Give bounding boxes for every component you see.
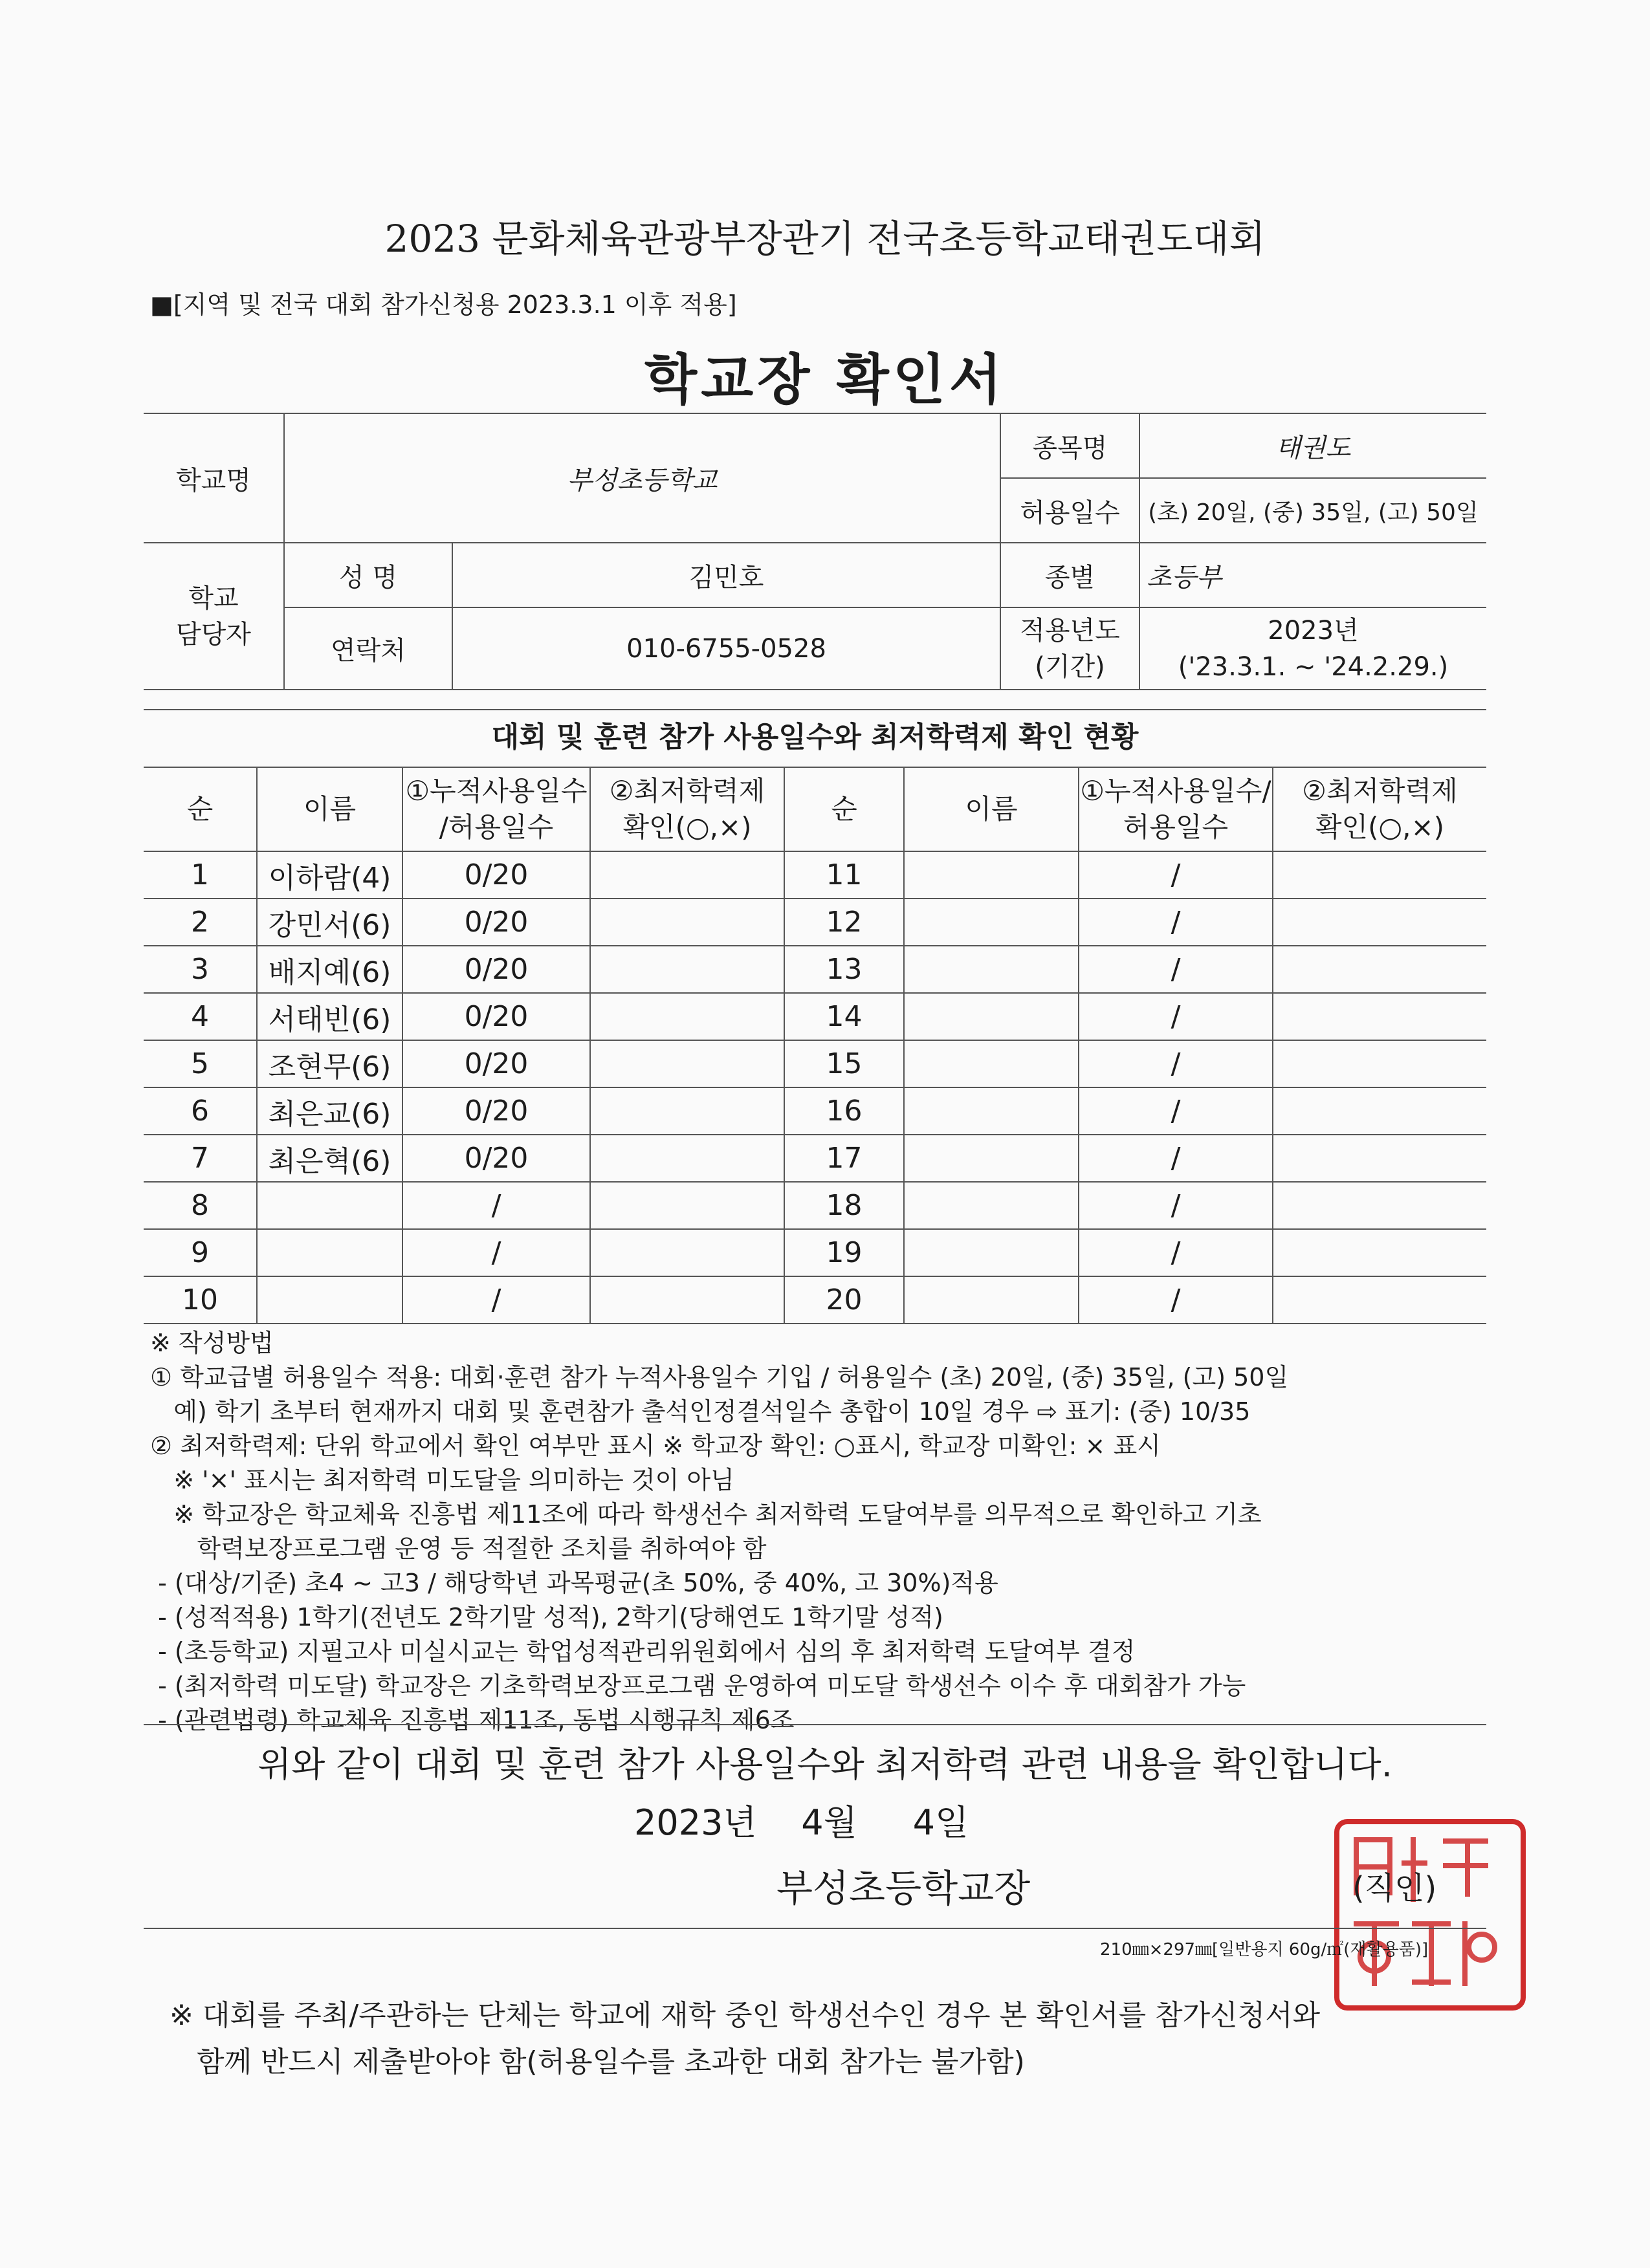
- row-no-2: 11: [784, 851, 904, 899]
- instructions: [150, 1326, 1509, 1738]
- row-check-2: [1273, 946, 1486, 993]
- row-check-2: [1273, 1040, 1486, 1087]
- header-check-2: ②최저학력제 확인(○,×): [1273, 767, 1486, 851]
- manager-label: 학교 담당자: [144, 543, 284, 690]
- note-line: ※ 작성방법: [150, 1329, 274, 1357]
- row-check-2: [1273, 1182, 1486, 1229]
- row-name: 서태빈(6): [257, 993, 402, 1040]
- row-days: 0/20: [402, 993, 590, 1040]
- official-seal-stamp: [1334, 1819, 1526, 2011]
- row-name-2: [904, 1182, 1079, 1229]
- row-no-2: 15: [784, 1040, 904, 1087]
- row-name-2: [904, 1087, 1079, 1135]
- row-name-2: [904, 899, 1079, 946]
- row-no-2: 17: [784, 1135, 904, 1182]
- row-name: 이하람(4): [257, 851, 402, 899]
- row-days: /: [402, 1229, 590, 1276]
- row-days-2: /: [1079, 1087, 1273, 1135]
- date: 2023년 4월 4일: [634, 1802, 969, 1843]
- row-check: [590, 1087, 784, 1135]
- row-check: [590, 899, 784, 946]
- row-no-2: 12: [784, 899, 904, 946]
- period-label: 적용년도 (기간): [1000, 607, 1139, 690]
- row-name: 최은혁(6): [257, 1135, 402, 1182]
- school-label: 학교명: [144, 413, 284, 543]
- row-no-2: 14: [784, 993, 904, 1040]
- row-days: 0/20: [402, 851, 590, 899]
- header-days: ①누적사용일수 /허용일수: [402, 767, 590, 851]
- row-no: 8: [144, 1182, 257, 1229]
- row-days: /: [402, 1182, 590, 1229]
- row-check-2: [1273, 1135, 1486, 1182]
- document-title: 학교장 확인서: [644, 348, 1006, 411]
- row-name-2: [904, 1040, 1079, 1087]
- note-line: - (관련법령) 학교체육 진흥법 제11조, 동법 시행규칙 제6조: [150, 1706, 795, 1734]
- school-value: 부성초등학교: [284, 413, 1000, 543]
- row-days-2: /: [1079, 1276, 1273, 1324]
- note-line: - (초등학교) 지필고사 미실시교는 학업성적관리위원회에서 심의 후 최저학력 도달여부 결정: [150, 1637, 1136, 1666]
- row-check-2: [1273, 1087, 1486, 1135]
- row-days: /: [402, 1276, 590, 1324]
- row-no-2: 16: [784, 1087, 904, 1135]
- table-row: [144, 1087, 1486, 1135]
- row-days-2: /: [1079, 993, 1273, 1040]
- row-name-2: [904, 1229, 1079, 1276]
- sport-label: 종목명: [1000, 413, 1139, 478]
- row-name: 강민서(6): [257, 899, 402, 946]
- row-no-2: 20: [784, 1276, 904, 1324]
- principal-signature: 부성초등학교장: [776, 1866, 1031, 1910]
- category-label: 종별: [1000, 543, 1139, 607]
- table-row: [144, 1040, 1486, 1087]
- row-check: [590, 1182, 784, 1229]
- table-row: [144, 851, 1486, 899]
- row-no: 4: [144, 993, 257, 1040]
- allowed-days-label: 허용일수: [1000, 478, 1139, 543]
- header-name-2: 이름: [904, 767, 1079, 851]
- table-row: [144, 1182, 1486, 1229]
- allowed-days-value: (초) 20일, (중) 35일, (고) 50일: [1139, 478, 1486, 543]
- row-days: 0/20: [402, 1040, 590, 1087]
- sport-value: 태권도: [1139, 413, 1486, 478]
- row-days: 0/20: [402, 946, 590, 993]
- row-name: [257, 1276, 402, 1324]
- event-title: 2023 문화체육관광부장관기 전국초등학교태권도대회: [384, 217, 1266, 261]
- row-no: 6: [144, 1087, 257, 1135]
- note-line: ② 최저학력제: 단위 학교에서 확인 여부만 표시 ※ 학교장 확인: ○표시, 학교장 미확인: × 표시: [150, 1432, 1161, 1460]
- note-line: ① 학교급별 허용일수 적용: 대회·훈련 참가 누적사용일수 기입 / 허용일수 (초) 20일, (중) 35일, (고) 50일: [150, 1363, 1289, 1391]
- row-check-2: [1273, 899, 1486, 946]
- row-name-2: [904, 1135, 1079, 1182]
- contact-value: 010-6755-0528: [452, 607, 1000, 690]
- row-no: 2: [144, 899, 257, 946]
- table-row: [144, 1276, 1486, 1324]
- header-days-2: ①누적사용일수/ 허용일수: [1079, 767, 1273, 851]
- row-no: 9: [144, 1229, 257, 1276]
- row-check: [590, 1040, 784, 1087]
- period-value: 2023년 ('23.3.1. ~ '24.2.29.): [1139, 607, 1486, 690]
- seal-stamp-icon: [1339, 1824, 1510, 1995]
- row-no: 3: [144, 946, 257, 993]
- row-days-2: /: [1079, 1040, 1273, 1087]
- name-label: 성 명: [284, 543, 452, 607]
- row-name: 조현무(6): [257, 1040, 402, 1087]
- section-title: 대회 및 훈련 참가 사용일수와 최저학력제 확인 현황: [144, 709, 1486, 765]
- header-no: 순: [144, 767, 257, 851]
- row-check: [590, 1135, 784, 1182]
- table-row: [144, 993, 1486, 1040]
- table-header-row: [144, 767, 1486, 851]
- row-check-2: [1273, 1229, 1486, 1276]
- row-days: 0/20: [402, 1087, 590, 1135]
- header-no-2: 순: [784, 767, 904, 851]
- paper-spec: 210㎜×297㎜[일반용지 60g/㎡(재활용품)]: [1100, 1940, 1429, 1959]
- row-days-2: /: [1079, 1229, 1273, 1276]
- athlete-table: [144, 767, 1486, 1324]
- row-days-2: /: [1079, 1135, 1273, 1182]
- row-check: [590, 993, 784, 1040]
- school-info-table: [144, 413, 1486, 690]
- row-name-2: [904, 1276, 1079, 1324]
- row-name: 최은교(6): [257, 1087, 402, 1135]
- table-row: [144, 1135, 1486, 1182]
- note-line: - (성적적용) 1학기(전년도 2학기말 성적), 2학기(당해연도 1학기말 성적): [150, 1603, 943, 1631]
- row-check: [590, 1276, 784, 1324]
- footnote-line: 함께 반드시 제출받아야 함(허용일수를 초과한 대회 참가는 불가함): [170, 2045, 1025, 2078]
- row-name-2: [904, 993, 1079, 1040]
- confirmation-text: 위와 같이 대회 및 훈련 참가 사용일수와 최저학력 관련 내용을 확인합니다.: [258, 1744, 1392, 1785]
- row-days: 0/20: [402, 1135, 590, 1182]
- row-no: 10: [144, 1276, 257, 1324]
- table-row: [144, 1229, 1486, 1276]
- usage-subtitle: ■[지역 및 전국 대회 참가신청용 2023.3.1 이후 적용]: [150, 290, 737, 319]
- row-no: 5: [144, 1040, 257, 1087]
- row-no: 1: [144, 851, 257, 899]
- row-days-2: /: [1079, 899, 1273, 946]
- row-check-2: [1273, 851, 1486, 899]
- row-no-2: 19: [784, 1229, 904, 1276]
- note-line: ※ '×' 표시는 최저학력 미도달을 의미하는 것이 아님: [150, 1466, 734, 1494]
- row-check: [590, 851, 784, 899]
- footnote-line: ※ 대회를 주최/주관하는 단체는 학교에 재학 중인 학생선수인 경우 본 확인서를 참가신청서와: [170, 1999, 1321, 2032]
- row-name: [257, 1229, 402, 1276]
- row-name: [257, 1182, 402, 1229]
- divider: [144, 1724, 1486, 1725]
- note-line: 학력보장프로그램 운영 등 적절한 조치를 취하여야 함: [150, 1534, 767, 1563]
- row-days: 0/20: [402, 899, 590, 946]
- seal-label: (직인): [1352, 1870, 1437, 1906]
- note-line: 예) 학기 초부터 현재까지 대회 및 훈련참가 출석인정결석일수 총합이 10일 경우 ⇨ 표기: (중) 10/35: [150, 1397, 1251, 1426]
- table-row: [144, 946, 1486, 993]
- note-line: ※ 학교장은 학교체육 진흥법 제11조에 따라 학생선수 최저학력 도달여부를 의무적으로 확인하고 기초: [150, 1500, 1262, 1529]
- name-value: 김민호: [452, 543, 1000, 607]
- row-check: [590, 946, 784, 993]
- row-check-2: [1273, 1276, 1486, 1324]
- row-name: 배지예(6): [257, 946, 402, 993]
- row-check: [590, 1229, 784, 1276]
- row-name-2: [904, 851, 1079, 899]
- row-no-2: 13: [784, 946, 904, 993]
- row-name-2: [904, 946, 1079, 993]
- row-check-2: [1273, 993, 1486, 1040]
- contact-label: 연락처: [284, 607, 452, 690]
- row-no-2: 18: [784, 1182, 904, 1229]
- row-days-2: /: [1079, 851, 1273, 899]
- row-days-2: /: [1079, 1182, 1273, 1229]
- row-no: 7: [144, 1135, 257, 1182]
- table-row: [144, 899, 1486, 946]
- header-name: 이름: [257, 767, 402, 851]
- row-days-2: /: [1079, 946, 1273, 993]
- note-line: - (대상/기준) 초4 ~ 고3 / 해당학년 과목평균(초 50%, 중 40%, 고 30%)적용: [150, 1569, 998, 1597]
- header-check: ②최저학력제 확인(○,×): [590, 767, 784, 851]
- category-value: 초등부: [1139, 543, 1486, 607]
- note-line: - (최저학력 미도달) 학교장은 기초학력보장프로그램 운영하여 미도달 학생선수 이수 후 대회참가 가능: [150, 1672, 1246, 1700]
- divider: [144, 1928, 1486, 1929]
- footnote: [170, 1992, 1528, 2086]
